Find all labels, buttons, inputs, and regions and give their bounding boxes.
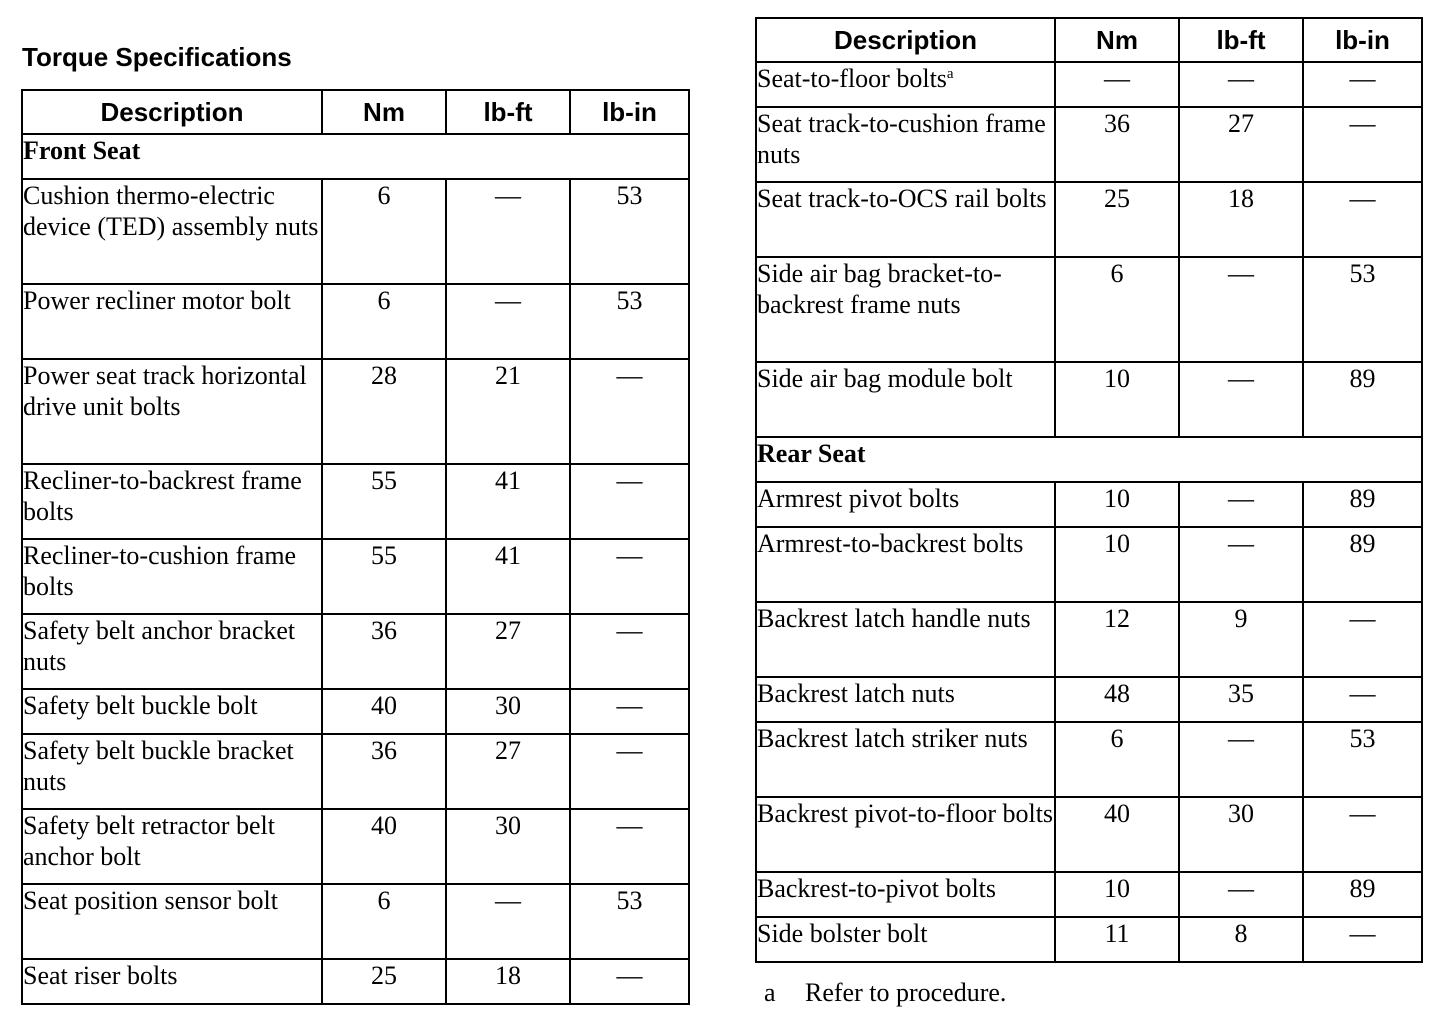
lbft-value: — xyxy=(1179,362,1303,437)
table-row xyxy=(22,539,689,614)
table-row xyxy=(756,182,1422,257)
nm-value: 11 xyxy=(1055,917,1179,962)
description-cell xyxy=(756,917,1055,962)
nm-value: 6 xyxy=(322,884,446,959)
lbin-value: 89 xyxy=(1303,482,1422,527)
lbft-value: 30 xyxy=(446,689,570,734)
lbin-value: — xyxy=(570,959,689,1004)
table-header-row xyxy=(756,18,1422,62)
description-text: Backrest-to-pivot bolts xyxy=(757,874,997,903)
table-row xyxy=(22,959,689,1004)
description-cell xyxy=(22,284,322,359)
nm-value: 10 xyxy=(1055,872,1179,917)
nm-value: 36 xyxy=(322,734,446,809)
lbft-value: 27 xyxy=(1179,107,1303,182)
description-cell xyxy=(22,464,322,539)
lbft-value: — xyxy=(1179,257,1303,362)
section-row xyxy=(756,437,1422,482)
description-cell xyxy=(22,809,322,884)
lbin-value: — xyxy=(1303,602,1422,677)
lbft-value: — xyxy=(446,179,570,284)
nm-value: 48 xyxy=(1055,677,1179,722)
description-cell xyxy=(22,614,322,689)
description-text: Backrest latch nuts xyxy=(757,679,955,708)
description-text: Seat position sensor bolt xyxy=(23,886,278,915)
description-text: Armrest pivot bolts xyxy=(757,484,960,513)
nm-value: 40 xyxy=(1055,797,1179,872)
lbft-value: 30 xyxy=(1179,797,1303,872)
table-row xyxy=(22,179,689,284)
lbft-value: 41 xyxy=(446,539,570,614)
lbin-value: 89 xyxy=(1303,362,1422,437)
page-title: Torque Specifications xyxy=(22,42,292,72)
torque-table-right xyxy=(755,17,1423,963)
table-row xyxy=(756,602,1422,677)
section-heading: Rear Seat xyxy=(756,437,1422,482)
nm-value: 10 xyxy=(1055,482,1179,527)
lbft-value: 18 xyxy=(1179,182,1303,257)
lbft-value: 41 xyxy=(446,464,570,539)
description-cell xyxy=(756,182,1055,257)
description-cell xyxy=(756,722,1055,797)
lbin-value: 53 xyxy=(570,884,689,959)
nm-value: 6 xyxy=(1055,722,1179,797)
col-description-header: Description xyxy=(756,18,1055,62)
lbft-value: 18 xyxy=(446,959,570,1004)
description-cell xyxy=(756,482,1055,527)
nm-value: 6 xyxy=(322,179,446,284)
lbin-value: — xyxy=(570,614,689,689)
description-cell xyxy=(756,527,1055,602)
description-cell xyxy=(756,797,1055,872)
table-row xyxy=(756,62,1422,107)
description-cell xyxy=(22,539,322,614)
nm-value: 55 xyxy=(322,539,446,614)
description-text: Safety belt retractor belt anchor bolt xyxy=(23,811,275,871)
table-row xyxy=(756,722,1422,797)
table-header-row xyxy=(22,90,689,134)
lbft-value: — xyxy=(1179,872,1303,917)
table-row xyxy=(22,359,689,464)
lbin-value: — xyxy=(1303,917,1422,962)
description-text: Power seat track horizontal drive unit bolts xyxy=(23,361,307,421)
nm-value: 6 xyxy=(322,284,446,359)
table-row xyxy=(22,614,689,689)
lbft-value: — xyxy=(1179,722,1303,797)
description-text: Backrest latch striker nuts xyxy=(757,724,1028,753)
description-cell xyxy=(756,362,1055,437)
description-text: Seat track-to-OCS rail bolts xyxy=(757,184,1047,213)
lbft-value: 8 xyxy=(1179,917,1303,962)
nm-value: 55 xyxy=(322,464,446,539)
lbft-value: 27 xyxy=(446,734,570,809)
nm-value: 6 xyxy=(1055,257,1179,362)
section-row xyxy=(22,134,689,179)
table-row xyxy=(22,734,689,809)
lbin-value: — xyxy=(570,359,689,464)
col-nm-header: Nm xyxy=(1055,18,1179,62)
description-cell xyxy=(22,179,322,284)
lbin-value: 53 xyxy=(1303,257,1422,362)
nm-value: — xyxy=(1055,62,1179,107)
lbin-value: — xyxy=(1303,677,1422,722)
description-cell xyxy=(22,689,322,734)
description-text: Cushion thermo-electric device (TED) assembly nuts xyxy=(23,181,319,241)
description-text: Armrest-to-backrest bolts xyxy=(757,529,1024,558)
table-row xyxy=(756,527,1422,602)
footnote-text: Refer to procedure. xyxy=(805,978,1007,1007)
description-text: Backrest pivot-to-floor bolts xyxy=(757,799,1054,828)
nm-value: 36 xyxy=(322,614,446,689)
footnote-reference: a xyxy=(946,66,954,82)
lbft-value: 21 xyxy=(446,359,570,464)
lbft-value: — xyxy=(446,884,570,959)
table-row xyxy=(756,872,1422,917)
table-row xyxy=(22,809,689,884)
table-row xyxy=(756,677,1422,722)
lbin-value: — xyxy=(570,734,689,809)
nm-value: 36 xyxy=(1055,107,1179,182)
lbin-value: — xyxy=(570,809,689,884)
description-text: Side air bag module bolt xyxy=(757,364,1013,393)
lbft-value: 30 xyxy=(446,809,570,884)
lbin-value: 53 xyxy=(1303,722,1422,797)
description-text: Backrest latch handle nuts xyxy=(757,604,1031,633)
table-row xyxy=(22,884,689,959)
lbin-value: — xyxy=(1303,107,1422,182)
lbin-value: 89 xyxy=(1303,527,1422,602)
lbft-value: — xyxy=(1179,527,1303,602)
description-text: Recliner-to-cushion frame bolts xyxy=(23,541,297,601)
lbin-value: — xyxy=(570,539,689,614)
table-row xyxy=(756,482,1422,527)
nm-value: 25 xyxy=(322,959,446,1004)
footnote-mark: a xyxy=(764,978,776,1007)
description-text: Safety belt anchor bracket nuts xyxy=(23,616,296,676)
description-cell xyxy=(756,257,1055,362)
footnote xyxy=(764,977,1006,1009)
col-description-header: Description xyxy=(22,90,322,134)
table-row xyxy=(22,689,689,734)
col-lbft-header: lb-ft xyxy=(446,90,570,134)
lbft-value: 35 xyxy=(1179,677,1303,722)
lbft-value: — xyxy=(1179,482,1303,527)
description-text: Side bolster bolt xyxy=(757,919,928,948)
lbin-value: 53 xyxy=(570,284,689,359)
lbin-value: — xyxy=(570,464,689,539)
description-cell xyxy=(756,107,1055,182)
description-text: Recliner-to-backrest frame bolts xyxy=(23,466,302,526)
lbft-value: 9 xyxy=(1179,602,1303,677)
table-row xyxy=(22,284,689,359)
nm-value: 28 xyxy=(322,359,446,464)
description-text: Power recliner motor bolt xyxy=(23,286,291,315)
table-row xyxy=(756,257,1422,362)
description-text: Seat track-to-cushion frame nuts xyxy=(757,109,1046,169)
lbin-value: — xyxy=(1303,62,1422,107)
nm-value: 40 xyxy=(322,809,446,884)
lbin-value: 89 xyxy=(1303,872,1422,917)
table-row xyxy=(756,917,1422,962)
description-cell xyxy=(756,62,1055,107)
table-row xyxy=(756,107,1422,182)
nm-value: 10 xyxy=(1055,362,1179,437)
torque-table-left xyxy=(21,89,690,1005)
lbin-value: — xyxy=(1303,797,1422,872)
description-text: Side air bag bracket-to-backrest frame nuts xyxy=(757,259,1002,319)
description-text: Seat-to-floor bolts xyxy=(757,64,947,93)
description-text: Safety belt buckle bracket nuts xyxy=(23,736,294,796)
col-nm-header: Nm xyxy=(322,90,446,134)
table-row xyxy=(22,464,689,539)
description-cell xyxy=(756,872,1055,917)
description-cell xyxy=(22,734,322,809)
nm-value: 25 xyxy=(1055,182,1179,257)
lbin-value: — xyxy=(570,689,689,734)
description-text: Seat riser bolts xyxy=(23,961,178,990)
col-lbin-header: lb-in xyxy=(570,90,689,134)
description-text: Safety belt buckle bolt xyxy=(23,691,258,720)
description-cell xyxy=(22,359,322,464)
lbft-value: — xyxy=(1179,62,1303,107)
lbin-value: 53 xyxy=(570,179,689,284)
description-cell xyxy=(22,959,322,1004)
nm-value: 40 xyxy=(322,689,446,734)
description-cell xyxy=(22,884,322,959)
section-heading: Front Seat xyxy=(22,134,689,179)
nm-value: 12 xyxy=(1055,602,1179,677)
col-lbft-header: lb-ft xyxy=(1179,18,1303,62)
col-lbin-header: lb-in xyxy=(1303,18,1422,62)
lbft-value: — xyxy=(446,284,570,359)
description-cell xyxy=(756,602,1055,677)
table-row xyxy=(756,797,1422,872)
description-cell xyxy=(756,677,1055,722)
nm-value: 10 xyxy=(1055,527,1179,602)
lbin-value: — xyxy=(1303,182,1422,257)
table-row xyxy=(756,362,1422,437)
lbft-value: 27 xyxy=(446,614,570,689)
